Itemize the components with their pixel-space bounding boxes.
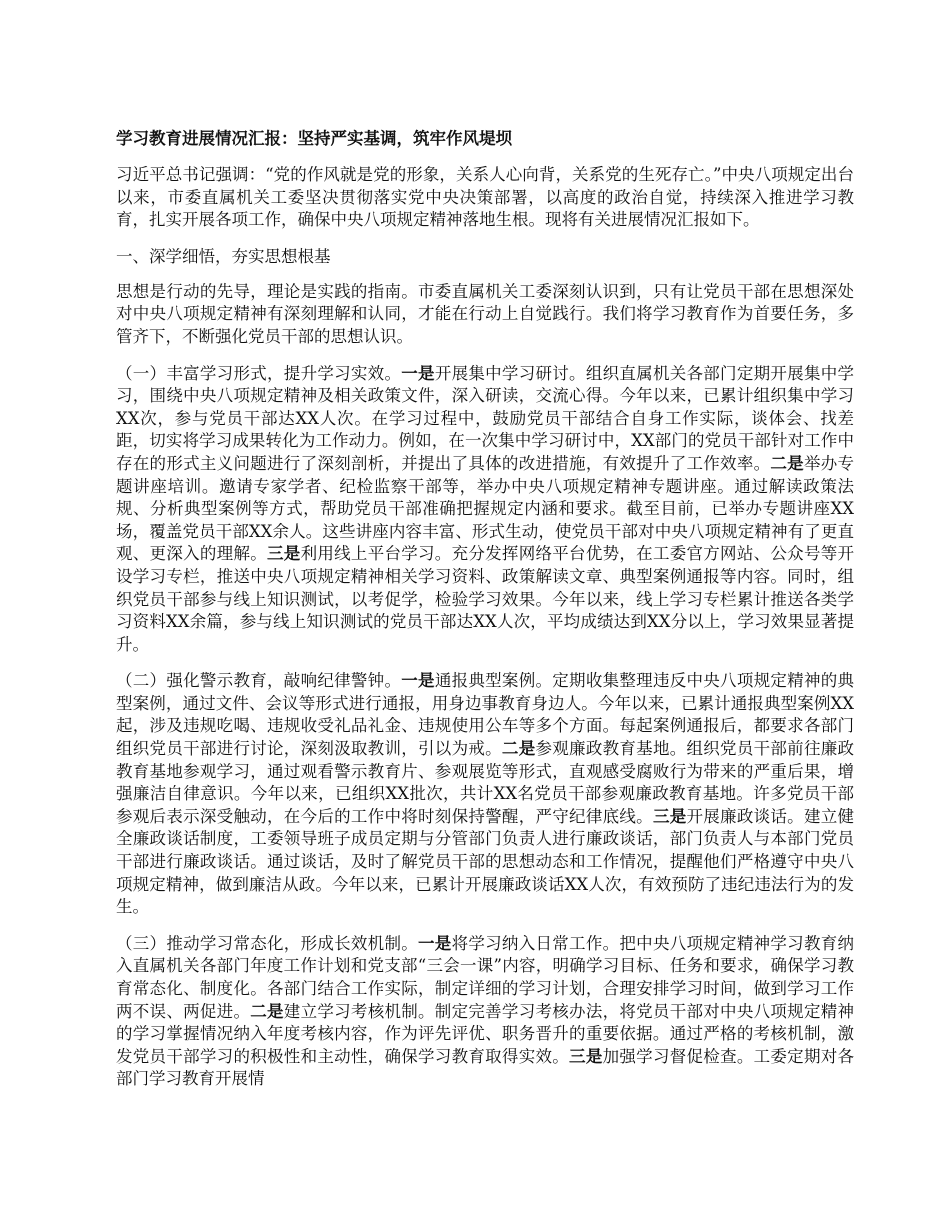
subsection-2-text-1: 通报典型案例。定期收集整理违反中央八项规定精神的典型案例，通过文件、会议等形式进行通报，用身边事教育身边人。今年以来，已累计通报典型案例XX起，涉及违规吃喝、违规收受礼品礼金、违规使用公车等多个方面。每起案例通报后，都要求各部门组织党员干部进行讨论，深刻汲取教训，引以为戒。 — [116, 671, 855, 759]
subsection-1-text-2: 举办专题讲座培训。邀请专家学者、纪检监察干部等，举办中央八项规定精神专题讲座。通过解读政策法规、分析典型案例等方式，帮助党员干部准确把握规定内涵和要求。截至目前，已举办专题讲座XX场，覆盖党员干部XX余人。这些讲座内容丰富、形式生动，使党员干部对中央八项规定精神有了更直观、更深入的理解。 — [116, 453, 855, 564]
subsection-2-marker-3: 三是 — [652, 806, 687, 826]
subsection-1-marker-3: 三是 — [267, 544, 301, 564]
section-1-heading: 一、深学细悟，夯实思想根基 — [116, 246, 331, 266]
subsection-2-marker-1: 一是 — [401, 671, 435, 691]
subsection-2-paragraph — [116, 670, 854, 919]
subsection-2-text-2: 参观廉政教育基地。组织党员干部前往廉政教育基地参观学习，通过观看警示教育片、参观展览等形式，直观感受腐败行为带来的严重后果，增强廉洁自律意识。今年以来，已组织XX批次，共计XX名党员干部参观廉政教育基地。许多党员干部参观后表示深受触动，在今后的工作中将时刻保持警醒，严守纪律底线。 — [116, 739, 855, 826]
subsection-3-marker-2: 二是 — [250, 1001, 284, 1021]
document-page — [116, 128, 854, 1105]
subsection-1-paragraph — [116, 363, 854, 657]
subsection-3-text-1: 将学习纳入日常工作。把中央八项规定精神学习教育纳入直属机关各部门年度工作计划和党支部“三会一课”内容，明确学习目标、任务和要求，确保学习教育常态化、制度化。各部门结合工作实际，制定详细的学习计划，合理安排学习时间，做到学习工作两不误、两促进。 — [116, 933, 855, 1021]
subsection-1-text-3: 利用线上平台学习。充分发挥网络平台优势，在工委官方网站、公众号等开设学习专栏，推送中央八项规定精神相关学习资料、政策解读文章、典型案例通报等内容。同时，组织党员干部参与线上知识测试，以考促学，检验学习效果。今年以来，线上学习专栏累计推送各类学习资料XX余篇，参与线上知识测试的党员干部达XX人次，平均成绩达到XX分以上，学习效果显著提升。 — [116, 544, 855, 654]
subsection-1-lead: （一）丰富学习形式，提升学习实效。 — [116, 363, 402, 383]
subsection-1-marker-2: 二是 — [770, 453, 804, 473]
subsection-3-marker-1: 一是 — [418, 933, 452, 953]
document-title: 学习教育进展情况汇报：坚持严实基调，筑牢作风堤坝 — [116, 129, 512, 148]
subsection-3-lead: （三）推动学习常态化，形成长效机制。 — [116, 933, 419, 953]
section-1-lead-paragraph: 思想是行动的先导，理论是实践的指南。市委直属机关工委深刻认识到，只有让党员干部在思想深处对中央八项规定精神有深刻理解和认同，才能在行动上自觉践行。我们将学习教育作为首要任务，多管齐下，不断强化党员干部的思想认识。 — [116, 281, 854, 346]
subsection-3-text-2: 建立学习考核机制。制定完善学习考核办法，将党员干部对中央八项规定精神的学习掌握情况纳入年度考核内容，作为评先评优、职务晋升的重要依据。通过严格的考核机制，激发党员干部学习的积极性和主动性，确保学习教育取得实效。 — [116, 1001, 855, 1066]
subsection-2-lead: （二）强化警示教育，敲响纪律警钟。 — [116, 671, 402, 691]
subsection-2-marker-2: 二是 — [501, 739, 536, 759]
subsection-1-text-1: 开展集中学习研讨。组织直属机关各部门定期开展集中学习，围绕中央八项规定精神及相关政策文件，深入研读，交流心得。今年以来，已累计组织集中学习XX次，参与党员干部达XX人次。在学习过程中，鼓励党员干部结合自身工作实际，谈体会、找差距，切实将学习成果转化为工作动力。例如，在一次集中学习研讨中，XX部门的党员干部针对工作中存在的形式主义问题进行了深刻剖析，并提出了具体的改进措施，有效提升了工作效率。 — [116, 363, 855, 473]
subsection-3-text-3: 加强学习督促检查。工委定期对各部门学习教育开展情 — [116, 1046, 855, 1089]
subsection-3-paragraph — [116, 933, 854, 1091]
subsection-3-marker-3: 三是 — [569, 1046, 603, 1066]
subsection-2-text-3: 开展廉政谈话。建立健全廉政谈话制度，工委领导班子成员定期与分管部门负责人进行廉政谈话，部门负责人与本部门党员干部进行廉政谈话。通过谈话，及时了解党员干部的思想动态和工作情况，提醒他们严格遵守中央八项规定精神，做到廉洁从政。今年以来，已累计开展廉政谈话XX人次，有效预防了违纪违法行为的发生。 — [116, 806, 855, 917]
intro-paragraph: 习近平总书记强调：“党的作风就是党的形象，关系人心向背，关系党的生死存亡。”中央八项规定出台以来，市委直属机关工委坚决贯彻落实党中央决策部署，以高度的政治自觉，持续深入推进学习教育，扎实开展各项工作，确保中央八项规定精神落地生根。现将有关进展情况汇报如下。 — [116, 165, 854, 230]
subsection-1-marker-1: 一是 — [401, 363, 435, 383]
